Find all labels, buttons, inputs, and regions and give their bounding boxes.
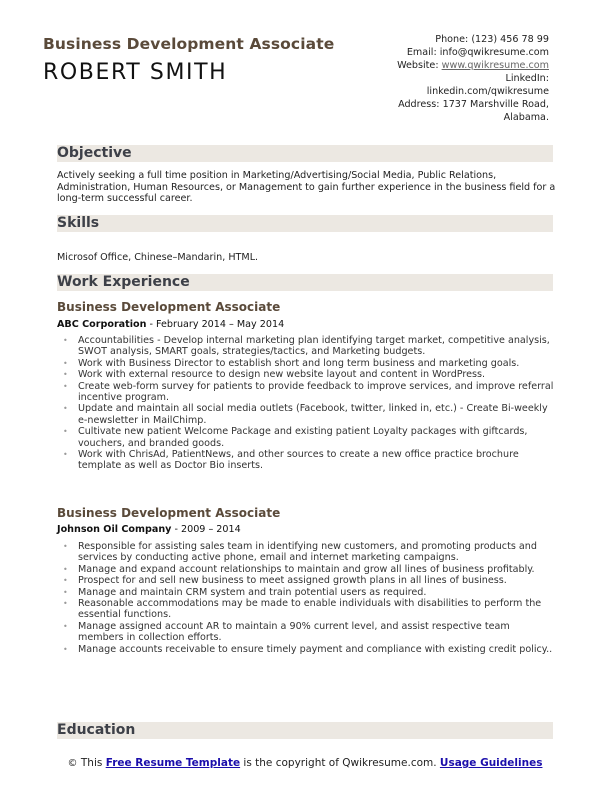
list-item: • Prospect for and sell new business to meet assigned growth plans in all lines of business. <box>57 575 557 586</box>
section-heading: Work Experience <box>57 274 190 290</box>
job-title: Business Development Associate <box>57 300 281 314</box>
section-heading: Objective <box>57 145 132 161</box>
phone-label: Phone: <box>435 34 469 45</box>
free-resume-template-link[interactable]: Free Resume Template <box>105 757 241 769</box>
section-heading: Education <box>57 722 136 738</box>
website-link[interactable]: www.qwikresume.com <box>441 60 549 71</box>
contact-phone <box>339 33 549 46</box>
job-bullets <box>57 335 557 472</box>
email-label: Email: <box>406 47 437 58</box>
job-title: Business Development Associate <box>57 506 281 520</box>
list-item: • Update and maintain all social media outlets (Facebook, twitter, linked in, etc.) - Create Bi-weekly e-newsletter in MailChimp. <box>57 403 557 426</box>
list-item: • Work with Business Director to establish short and long term business and marketing goals. <box>57 358 557 369</box>
list-item: • Work with external resource to design new website layout and content in WordPress. <box>57 369 557 380</box>
footer-middle: is the copyright of Qwikresume.com. <box>240 757 440 769</box>
section-objective <box>57 145 553 162</box>
header-job-title: Business Development Associate <box>43 35 335 53</box>
job-dates: - 2009 – 2014 <box>171 524 241 535</box>
footer-copyright <box>57 757 553 770</box>
job-company: Johnson Oil Company <box>57 524 172 535</box>
website-label: Website: <box>397 60 439 71</box>
objective-text: Actively seeking a full time position in Marketing/Advertising/Social Media, Public Relations, Administration, Human Resources, or Management to gain further experience in the business field for a long-term successful career. <box>57 170 556 204</box>
footer-prefix: This <box>77 757 106 769</box>
list-item: • Manage accounts receivable to ensure timely payment and compliance with existing credit policy.. <box>57 644 557 655</box>
copyright-icon: © <box>67 758 78 769</box>
list-item: • Work with ChrisAd, PatientNews, and other sources to create a new office practice brochure template as well as Doctor Bio inserts. <box>57 449 557 472</box>
address-label: Address: <box>398 99 440 110</box>
job-dates: - February 2014 – May 2014 <box>146 319 285 330</box>
job-bullets <box>57 541 557 655</box>
contact-email <box>339 46 549 59</box>
contact-address-line2: Alabama. <box>503 112 549 123</box>
job-company-line <box>57 319 284 330</box>
job-company: ABC Corporation <box>57 319 147 330</box>
section-heading: Skills <box>57 215 100 231</box>
contact-linkedin: linkedin.com/qwikresume <box>426 86 549 97</box>
section-work-experience <box>57 274 553 291</box>
section-skills <box>57 215 553 232</box>
address-line1: 1737 Marshville Road, <box>442 99 549 110</box>
contact-linkedin-label: LinkedIn: <box>505 73 549 84</box>
contact-address <box>339 98 549 111</box>
email-value: info@qwikresume.com <box>439 47 549 58</box>
section-education <box>57 722 553 739</box>
skills-text: Microsof Office, Chinese–Mandarin, HTML. <box>57 252 259 263</box>
list-item: • Create web-form survey for patients to provide feedback to improve services, and improve referral incentive program. <box>57 381 557 404</box>
contact-block <box>339 33 549 124</box>
phone-value: (123) 456 78 99 <box>471 34 549 45</box>
list-item: • Manage and maintain CRM system and train potential users as required. <box>57 587 557 598</box>
list-item: • Reasonable accommodations may be made to enable individuals with disabilities to perform the essential functions. <box>57 598 557 621</box>
list-item: • Cultivate new patient Welcome Package and existing patient Loyalty packages with giftcards, vouchers, and branded goods. <box>57 426 557 449</box>
list-item: • Responsible for assisting sales team in identifying new customers, and promoting products and services by conducting active phone, email and internet marketing campaigns. <box>57 541 557 564</box>
usage-guidelines-link[interactable]: Usage Guidelines <box>439 757 543 769</box>
contact-website <box>339 59 549 72</box>
list-item: • Manage and expand account relationships to maintain and grow all lines of business profitably. <box>57 564 557 575</box>
job-company-line <box>57 524 241 535</box>
list-item: • Manage assigned account AR to maintain a 90% current level, and assist respective team members in collection efforts. <box>57 621 557 644</box>
list-item: • Accountabilities - Develop internal marketing plan identifying target market, competitive analysis, SWOT analysis, SMART goals, strategies/tactics, and Marketing budgets. <box>57 335 557 358</box>
candidate-name: ROBERT SMITH <box>43 60 228 85</box>
